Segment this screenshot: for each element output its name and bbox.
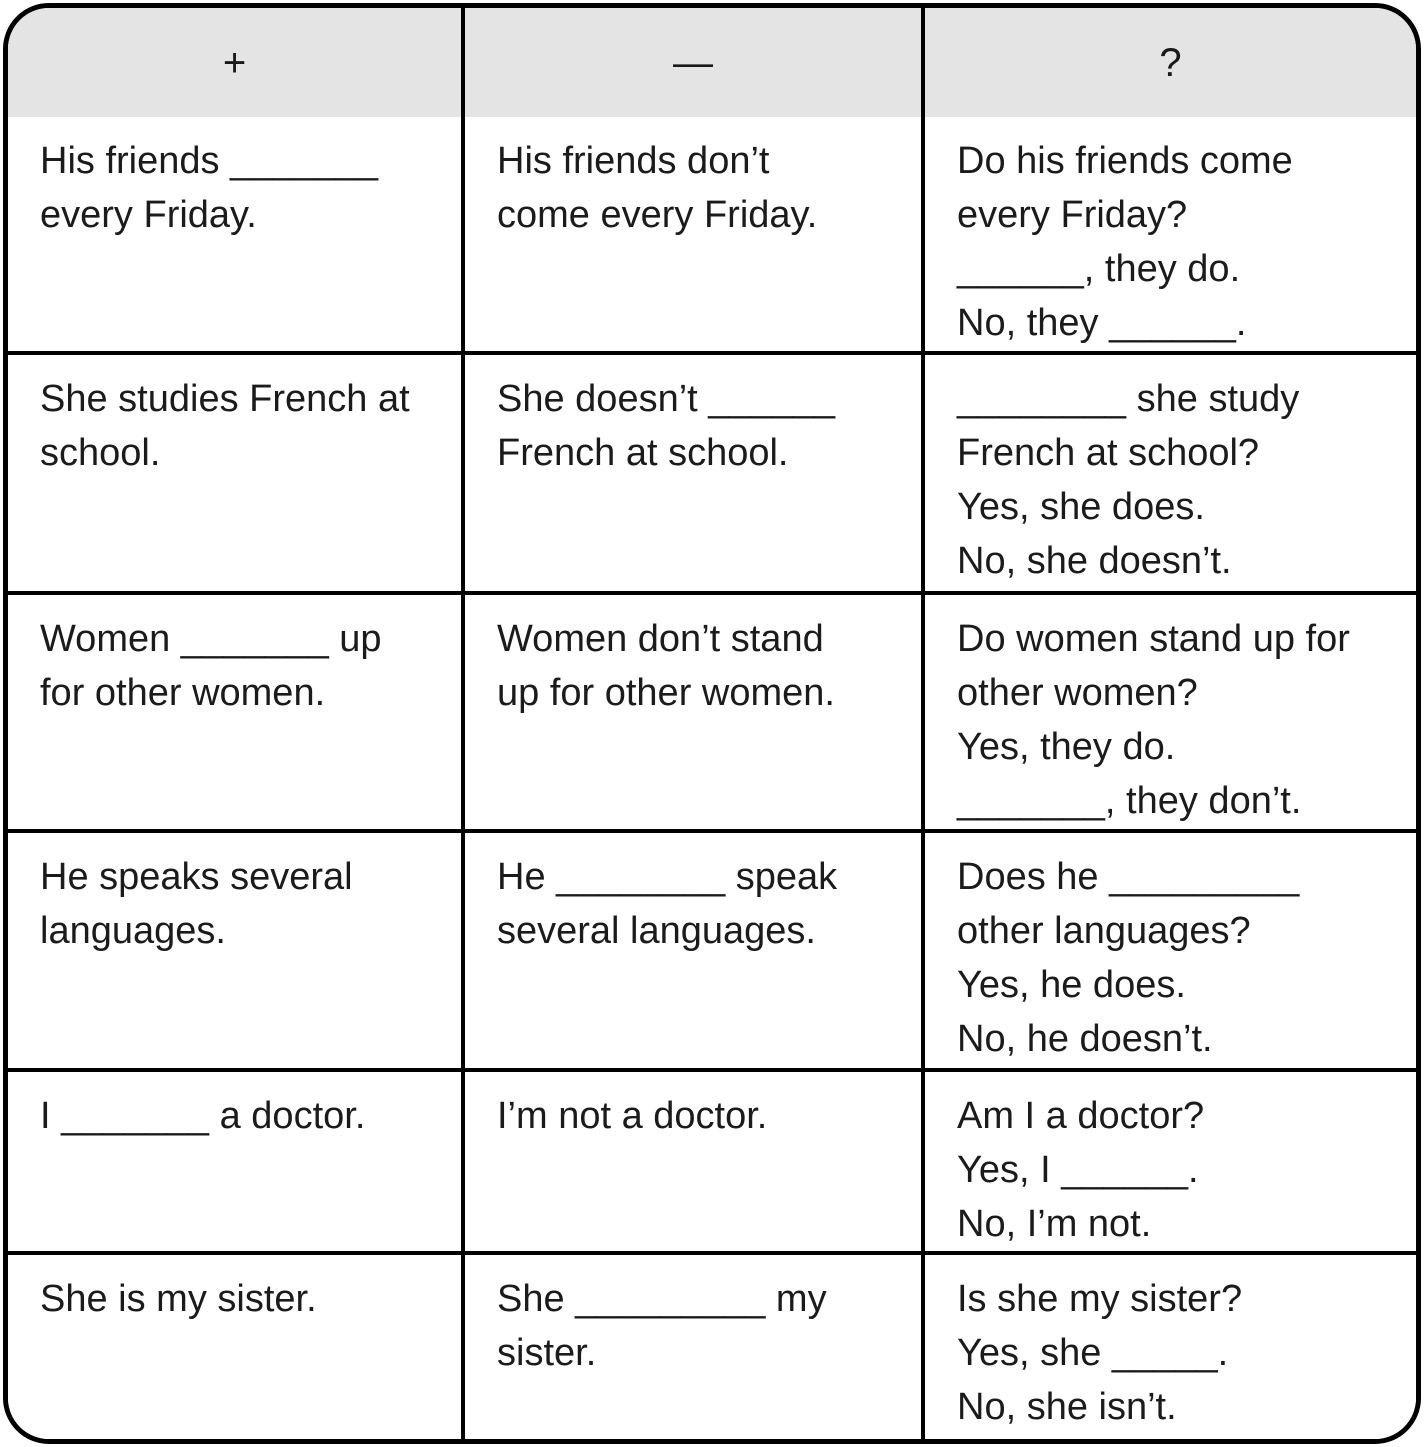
sentence-line: Am I a doctor? (957, 1095, 1205, 1137)
sentence-line: I _______ a doctor. (40, 1095, 366, 1137)
cell-r6-positive (8, 1255, 465, 1439)
sentence-line: She studies French at (40, 378, 410, 420)
sentence-line: Do women stand up for (957, 618, 1350, 660)
sentence-line: Is she my sister? (957, 1278, 1243, 1320)
sentence-line: No, he doesn’t. (957, 1018, 1213, 1060)
cell-r2-positive (8, 355, 465, 595)
grammar-worksheet-table (3, 3, 1421, 1444)
sentence-line: school. (40, 432, 161, 474)
cell-r2-question (925, 355, 1416, 595)
cell-r5-question (925, 1072, 1416, 1255)
cell-r2-negative (465, 355, 925, 595)
sentence-line: Do his friends come (957, 140, 1293, 182)
sentence-line: I’m not a doctor. (497, 1095, 768, 1137)
sentence-line: sister. (497, 1332, 597, 1374)
cell-r1-negative (465, 117, 925, 355)
cell-r3-positive (8, 595, 465, 833)
column-header-question (925, 8, 1416, 117)
cell-r3-negative (465, 595, 925, 833)
cell-r4-positive (8, 833, 465, 1072)
sentence-line: Yes, he does. (957, 964, 1186, 1006)
sentence-line: No, she isn’t. (957, 1386, 1177, 1428)
sentence-line: No, I’m not. (957, 1203, 1152, 1245)
sentence-line: His friends don’t (497, 140, 770, 182)
cell-r6-question (925, 1255, 1416, 1439)
sentence-line: up for other women. (497, 672, 835, 714)
sentence-line: _______, they don’t. (957, 780, 1302, 822)
sentence-line: Yes, she _____. (957, 1332, 1229, 1374)
cell-r1-positive (8, 117, 465, 355)
question-symbol: ? (1159, 40, 1182, 85)
sentence-line: French at school. (497, 432, 789, 474)
sentence-line: She _________ my (497, 1278, 827, 1320)
sentence-line: No, they ______. (957, 302, 1247, 344)
sentence-line: She is my sister. (40, 1278, 317, 1320)
cell-r1-question (925, 117, 1416, 355)
sentence-line: Does he _________ (957, 856, 1300, 898)
sentence-line: Women don’t stand (497, 618, 824, 660)
sentence-line: languages. (40, 910, 226, 952)
cell-r4-question (925, 833, 1416, 1072)
sentence-line: Women _______ up (40, 618, 382, 660)
sentence-line: Yes, she does. (957, 486, 1205, 528)
sentence-line: His friends _______ (40, 140, 378, 182)
column-header-positive (8, 8, 465, 117)
column-header-negative (465, 8, 925, 117)
sentence-line: He ________ speak (497, 856, 838, 898)
sentence-line: She doesn’t ______ (497, 378, 836, 420)
sentence-line: ________ she study (957, 378, 1300, 420)
cell-r5-positive (8, 1072, 465, 1255)
sentence-line: Yes, I ______. (957, 1149, 1199, 1191)
sentence-line: several languages. (497, 910, 816, 952)
sentence-line: He speaks several (40, 856, 353, 898)
sentence-line: French at school? (957, 432, 1260, 474)
table-grid (8, 8, 1416, 1439)
minus-symbol: — (673, 40, 713, 85)
cell-r6-negative (465, 1255, 925, 1439)
cell-r4-negative (465, 833, 925, 1072)
cell-r3-question (925, 595, 1416, 833)
sentence-line: every Friday. (40, 194, 257, 236)
sentence-line: Yes, they do. (957, 726, 1176, 768)
sentence-line: other women? (957, 672, 1198, 714)
sentence-line: other languages? (957, 910, 1251, 952)
cell-r5-negative (465, 1072, 925, 1255)
plus-symbol: + (222, 40, 247, 85)
sentence-line: come every Friday. (497, 194, 818, 236)
sentence-line: every Friday? (957, 194, 1188, 236)
sentence-line: ______, they do. (957, 248, 1241, 290)
sentence-line: No, she doesn’t. (957, 540, 1232, 582)
sentence-line: for other women. (40, 672, 326, 714)
